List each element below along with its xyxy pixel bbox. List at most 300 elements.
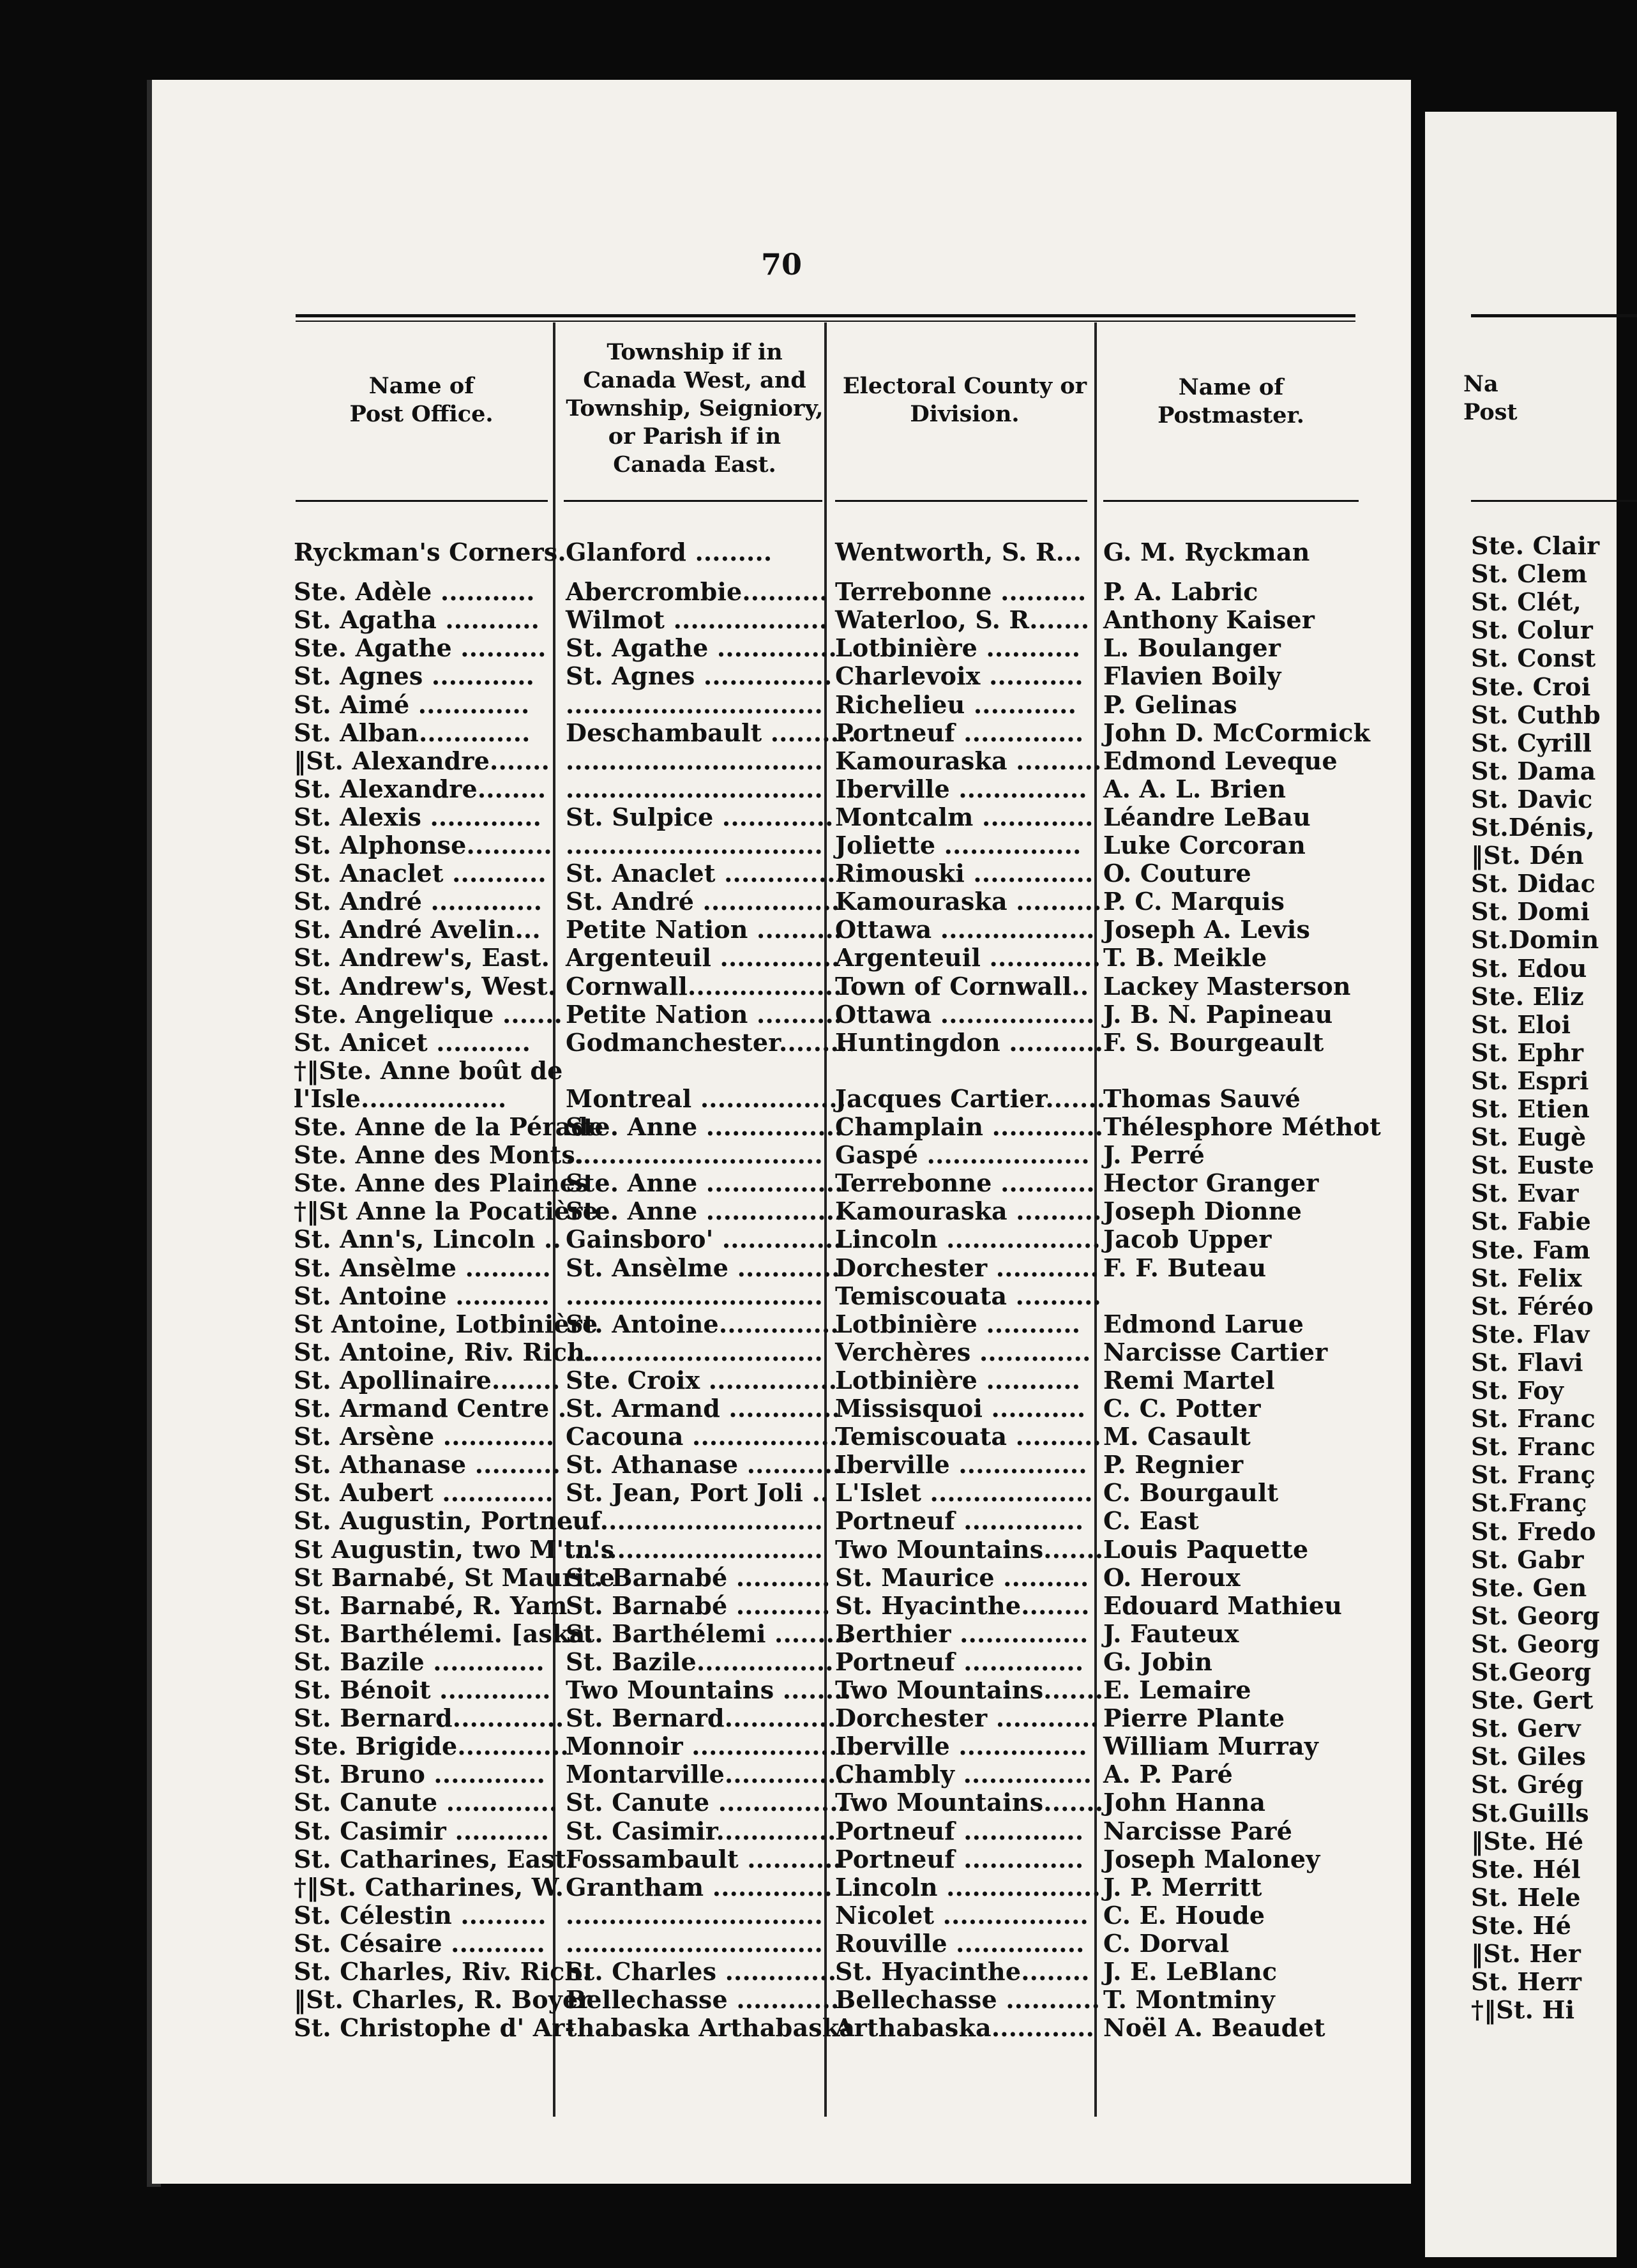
township-cell: .............................. bbox=[566, 831, 823, 859]
township-cell: St. Barnabé ........... bbox=[566, 1591, 831, 1620]
township-cell: St. Athanase ........... bbox=[566, 1450, 841, 1479]
facing-row: St.Dénis, bbox=[1471, 813, 1595, 842]
post-office-cell: St. Célestin .......... bbox=[294, 1900, 547, 1930]
township-cell: St. Barthélemi ......... bbox=[566, 1619, 852, 1648]
postmaster-cell: Anthony Kaiser bbox=[1103, 605, 1315, 635]
table-row bbox=[152, 1001, 1411, 1029]
county-cell: Iberville ............... bbox=[835, 1450, 1087, 1479]
facing-row: St. Franc bbox=[1471, 1432, 1596, 1462]
township-cell: .............................. bbox=[566, 1900, 823, 1930]
table-row bbox=[152, 1282, 1411, 1310]
postmaster-cell: Léandre LeBau bbox=[1103, 802, 1311, 831]
township-cell: .............................. bbox=[566, 774, 823, 803]
facing-page bbox=[1425, 112, 1617, 2257]
post-office-cell: St. Arsène ............. bbox=[294, 1422, 555, 1451]
township-cell: .............................. bbox=[566, 1281, 823, 1310]
table-row bbox=[152, 1760, 1411, 1788]
table-row bbox=[152, 1141, 1411, 1169]
facing-row: St. Franç bbox=[1471, 1460, 1596, 1490]
township-cell: St. Agnes ............... bbox=[566, 662, 833, 691]
table-row bbox=[152, 1845, 1411, 1873]
township-cell: St. Casimir.............. bbox=[566, 1816, 836, 1845]
postmaster-cell: T. B. Meikle bbox=[1103, 943, 1267, 972]
facing-row: St. Flavi bbox=[1471, 1347, 1583, 1377]
post-office-cell: St. Anaclet ........... bbox=[294, 859, 547, 888]
facing-row: St. Georg bbox=[1471, 1629, 1600, 1658]
facing-row: St. Evar bbox=[1471, 1179, 1579, 1208]
facing-row: St. Clét, bbox=[1471, 587, 1581, 617]
postmaster-cell: E. Lemaire bbox=[1103, 1675, 1251, 1704]
county-cell: Two Mountains....... bbox=[835, 1675, 1104, 1704]
postmaster-cell: A. P. Paré bbox=[1103, 1760, 1233, 1789]
post-office-cell: St. Barnabé, R. Yam bbox=[294, 1591, 568, 1620]
post-office-cell: St. Charles, Riv. Rich. bbox=[294, 1957, 591, 1986]
township-cell: .............................. bbox=[566, 1928, 823, 1958]
table-row bbox=[152, 775, 1411, 803]
county-cell: Two Mountains....... bbox=[835, 1788, 1104, 1817]
facing-row: St. Fabie bbox=[1471, 1207, 1591, 1236]
directory-page bbox=[152, 80, 1411, 2184]
post-office-cell: St. Athanase .......... bbox=[294, 1450, 561, 1479]
table-row bbox=[152, 1958, 1411, 1986]
header-top-rule bbox=[296, 314, 1355, 317]
township-cell: thabaska Arthabaska bbox=[566, 2013, 856, 2043]
facing-row: St. Euste bbox=[1471, 1151, 1594, 1180]
table-row bbox=[152, 1197, 1411, 1225]
header-bottom-rule-2 bbox=[564, 500, 822, 502]
table-row bbox=[152, 1564, 1411, 1592]
post-office-cell: St. Augustin, Portneuf bbox=[294, 1506, 601, 1536]
facing-row: Ste. Gert bbox=[1471, 1686, 1594, 1715]
table-row bbox=[152, 803, 1411, 831]
facing-row: St. Colur bbox=[1471, 616, 1593, 645]
facing-row: ‖St. Dén bbox=[1471, 841, 1584, 870]
county-cell: Richelieu ............ bbox=[835, 690, 1077, 719]
postmaster-cell: Noël A. Beaudet bbox=[1103, 2013, 1325, 2043]
post-office-cell: Ste. Adèle ........... bbox=[294, 577, 535, 607]
county-cell: Jacques Cartier........ bbox=[835, 1084, 1114, 1113]
county-cell: Portneuf .............. bbox=[835, 1816, 1084, 1845]
facing-row: St. Etien bbox=[1471, 1094, 1590, 1123]
county-cell: Missisquoi ........... bbox=[835, 1394, 1086, 1423]
table-row bbox=[152, 1423, 1411, 1451]
facing-row: ‖St. Her bbox=[1471, 1939, 1581, 1968]
post-office-cell: St. André ............. bbox=[294, 887, 543, 916]
table-row bbox=[152, 1873, 1411, 1901]
post-office-cell: St. Agatha ........... bbox=[294, 605, 540, 635]
facing-row: St. Giles bbox=[1471, 1742, 1587, 1771]
facing-row: St. Georg bbox=[1471, 1601, 1600, 1630]
county-cell: Portneuf .............. bbox=[835, 1844, 1084, 1873]
post-office-cell: St. Anicet ........... bbox=[294, 1027, 531, 1057]
table-row bbox=[152, 916, 1411, 944]
facing-row: Ste. Gen bbox=[1471, 1573, 1587, 1602]
postmaster-cell: C. C. Potter bbox=[1103, 1394, 1261, 1423]
township-cell: Fossambault ........... bbox=[566, 1844, 842, 1873]
township-cell: Godmanchester......... bbox=[566, 1027, 856, 1057]
postmaster-cell: C. Dorval bbox=[1103, 1928, 1230, 1958]
post-office-cell: St. Bruno ............. bbox=[294, 1760, 546, 1789]
table-row bbox=[152, 747, 1411, 775]
township-cell: Cacouna .................. bbox=[566, 1422, 847, 1451]
township-cell: Glanford ......... bbox=[566, 538, 773, 566]
postmaster-cell: John Hanna bbox=[1103, 1788, 1266, 1817]
postmaster-cell: Hector Granger bbox=[1103, 1168, 1319, 1198]
county-cell: Arthabaska............ bbox=[835, 2013, 1094, 2043]
post-office-cell: St. Antoine ........... bbox=[294, 1281, 550, 1310]
county-cell: Huntingdon ........... bbox=[835, 1027, 1104, 1057]
township-cell: Petite Nation .......... bbox=[566, 999, 843, 1029]
county-cell: Verchères ............. bbox=[835, 1337, 1091, 1366]
post-office-cell: Ste. Anne des Plaines bbox=[294, 1168, 589, 1198]
postmaster-cell: Flavien Boily bbox=[1103, 662, 1281, 691]
township-cell: St. André ................ bbox=[566, 887, 840, 916]
township-cell: .............................. bbox=[566, 1337, 823, 1366]
table-row bbox=[152, 888, 1411, 916]
township-cell: Bellechasse ............ bbox=[566, 1985, 840, 2015]
post-office-cell: Ryckman's Corners. bbox=[294, 538, 566, 566]
header-township: Township if in Canada West, and Township, Seigniory, or Parish if in Canada East. bbox=[566, 339, 824, 478]
postmaster-cell: Pierre Plante bbox=[1103, 1704, 1285, 1733]
table-row bbox=[152, 1732, 1411, 1760]
township-cell: St. Charles ............. bbox=[566, 1957, 837, 1986]
township-cell: .............................. bbox=[566, 1506, 823, 1536]
postmaster-cell: P. C. Marquis bbox=[1103, 887, 1285, 916]
post-office-cell: St. Antoine, Riv. Rich. bbox=[294, 1337, 594, 1366]
county-cell: Portneuf .............. bbox=[835, 1506, 1084, 1536]
table-row bbox=[152, 1029, 1411, 1057]
postmaster-cell: Edmond Leveque bbox=[1103, 746, 1338, 775]
county-cell: Waterloo, S. R....... bbox=[835, 605, 1090, 635]
postmaster-cell: G. Jobin bbox=[1103, 1647, 1213, 1676]
county-cell: Rouville ............... bbox=[835, 1928, 1085, 1958]
header-top-rule-thin bbox=[296, 321, 1355, 322]
table-row bbox=[152, 944, 1411, 972]
township-cell: St. Canute ............... bbox=[566, 1788, 847, 1817]
county-cell: Rimouski .............. bbox=[835, 859, 1094, 888]
facing-row: St. Foy bbox=[1471, 1376, 1564, 1405]
township-cell: St. Bazile................ bbox=[566, 1647, 834, 1676]
postmaster-cell: L. Boulanger bbox=[1103, 633, 1281, 663]
township-cell: .............................. bbox=[566, 746, 823, 775]
county-cell: Ottawa .................. bbox=[835, 999, 1095, 1029]
postmaster-cell: Joseph Maloney bbox=[1103, 1844, 1320, 1873]
township-cell: Montarville............... bbox=[566, 1760, 854, 1789]
county-cell: Temiscouata .......... bbox=[835, 1422, 1101, 1451]
facing-row: St. Ephr bbox=[1471, 1038, 1584, 1067]
township-cell: Cornwall.................. bbox=[566, 971, 842, 1001]
postmaster-cell: Edouard Mathieu bbox=[1103, 1591, 1343, 1620]
township-cell: St. Anaclet .............. bbox=[566, 859, 845, 888]
table-row bbox=[152, 1901, 1411, 1930]
postmaster-cell: Thomas Sauvé bbox=[1103, 1084, 1301, 1113]
township-cell: St. Agathe .............. bbox=[566, 633, 837, 663]
county-cell: St. Hyacinthe........ bbox=[835, 1591, 1090, 1620]
facing-row: Ste. Croi bbox=[1471, 672, 1591, 701]
postmaster-cell: F. F. Buteau bbox=[1103, 1253, 1267, 1282]
county-cell: Wentworth, S. R... bbox=[835, 538, 1082, 566]
facing-row: St. Dama bbox=[1471, 756, 1596, 785]
post-office-cell: Ste. Agathe .......... bbox=[294, 633, 547, 663]
post-office-cell: St. Alban............. bbox=[294, 718, 531, 747]
table-row bbox=[152, 1254, 1411, 1282]
post-office-cell: St. Casimir ........... bbox=[294, 1816, 550, 1845]
facing-row: St. Espri bbox=[1471, 1066, 1589, 1095]
county-cell: St. Maurice .......... bbox=[835, 1562, 1089, 1592]
township-cell: St. Jean, Port Joli .. bbox=[566, 1478, 829, 1508]
post-office-cell: †‖St Anne la Pocatière bbox=[294, 1197, 598, 1226]
table-row bbox=[152, 634, 1411, 662]
facing-row: St. Didac bbox=[1471, 869, 1596, 898]
table-row bbox=[152, 1930, 1411, 1958]
facing-header-bottom-rule bbox=[1471, 500, 1637, 502]
table-row bbox=[152, 691, 1411, 719]
county-cell: Lotbinière ........... bbox=[835, 1365, 1081, 1395]
post-office-cell: ‖St. Charles, R. Boyer bbox=[294, 1985, 591, 2015]
facing-row: Ste. Fam bbox=[1471, 1235, 1590, 1264]
township-cell: St. Armand ............. bbox=[566, 1394, 840, 1423]
township-cell: St. Ansèlme ............ bbox=[566, 1253, 840, 1282]
table-row bbox=[152, 1536, 1411, 1564]
table-row bbox=[152, 1113, 1411, 1141]
postmaster-cell: William Murray bbox=[1103, 1732, 1319, 1761]
facing-row: St. Féréo bbox=[1471, 1291, 1594, 1320]
table-row bbox=[152, 1788, 1411, 1817]
postmaster-cell: A. A. L. Brien bbox=[1103, 774, 1286, 803]
facing-row: Ste. Hél bbox=[1471, 1854, 1581, 1884]
facing-row: †‖St. Hi bbox=[1471, 1995, 1575, 2025]
county-cell: Montcalm ............. bbox=[835, 802, 1094, 831]
facing-row: St. Davic bbox=[1471, 784, 1593, 813]
header-postmaster: Name of Postmaster. bbox=[1158, 374, 1304, 428]
facing-row: St. Edou bbox=[1471, 953, 1587, 983]
county-cell: Iberville ............... bbox=[835, 1732, 1087, 1761]
table-row bbox=[152, 1986, 1411, 2014]
postmaster-cell: Jacob Upper bbox=[1103, 1225, 1272, 1254]
post-office-cell: St. Apollinaire........ bbox=[294, 1365, 561, 1395]
post-office-cell: ‖St. Alexandre....... bbox=[294, 746, 550, 775]
post-office-cell: St Barnabé, St Maurice bbox=[294, 1562, 615, 1592]
county-cell: Portneuf .............. bbox=[835, 718, 1084, 747]
table-row bbox=[152, 1225, 1411, 1253]
township-cell: .............................. bbox=[566, 690, 823, 719]
township-cell: Gainsboro' .............. bbox=[566, 1225, 842, 1254]
county-cell: Portneuf .............. bbox=[835, 1647, 1084, 1676]
post-office-cell: St. Aubert ............. bbox=[294, 1478, 554, 1508]
post-office-cell: †‖St. Catharines, W. bbox=[294, 1872, 564, 1901]
postmaster-cell: G. M. Ryckman bbox=[1103, 538, 1310, 566]
county-cell: Champlain ............. bbox=[835, 1112, 1104, 1141]
postmaster-cell: John D. McCormick bbox=[1103, 718, 1371, 747]
post-office-cell: St. André Avelin... bbox=[294, 915, 541, 944]
county-cell: Lotbinière ........... bbox=[835, 633, 1081, 663]
page-number: 70 bbox=[760, 247, 802, 282]
post-office-cell: St. Alphonse.......... bbox=[294, 831, 552, 859]
township-cell: Ste. Anne ................ bbox=[566, 1168, 843, 1198]
post-office-cell: St. Ansèlme .......... bbox=[294, 1253, 551, 1282]
table-row bbox=[152, 1451, 1411, 1479]
table-row bbox=[152, 1648, 1411, 1676]
county-cell: Temiscouata .......... bbox=[835, 1281, 1101, 1310]
post-office-cell: St. Bénoit ............. bbox=[294, 1675, 551, 1704]
county-cell: Berthier ............... bbox=[835, 1619, 1089, 1648]
post-office-cell: St. Bernard............. bbox=[294, 1704, 564, 1733]
township-cell: .............................. bbox=[566, 1140, 823, 1170]
table-row bbox=[152, 1676, 1411, 1704]
township-cell: Wilmot .................. bbox=[566, 605, 828, 635]
county-cell: Bellechasse ........... bbox=[835, 1985, 1101, 2015]
county-cell: Dorchester ............ bbox=[835, 1704, 1099, 1733]
facing-row: St.Domin bbox=[1471, 925, 1599, 955]
facing-header: Na Post bbox=[1463, 371, 1518, 425]
postmaster-cell: Joseph A. Levis bbox=[1103, 915, 1311, 944]
postmaster-cell: C. Bourgault bbox=[1103, 1478, 1279, 1508]
postmaster-cell: J. Perré bbox=[1103, 1140, 1205, 1170]
county-cell: Gaspé ................... bbox=[835, 1140, 1090, 1170]
county-cell: L'Islet ................... bbox=[835, 1478, 1093, 1508]
township-cell: Deschambault .......... bbox=[566, 718, 857, 747]
township-cell: St. Bernard.............. bbox=[566, 1704, 845, 1733]
postmaster-cell: C. East bbox=[1103, 1506, 1199, 1536]
facing-row: St. Eloi bbox=[1471, 1009, 1571, 1039]
facing-row: St. Gerv bbox=[1471, 1714, 1581, 1743]
post-office-cell: St. Armand Centre . bbox=[294, 1394, 567, 1423]
facing-row: St. Cyrill bbox=[1471, 728, 1592, 757]
header-bottom-rule-4 bbox=[1103, 500, 1359, 502]
post-office-cell: St. Ann's, Lincoln .. bbox=[294, 1225, 561, 1254]
table-row bbox=[152, 578, 1411, 606]
table-row bbox=[152, 831, 1411, 859]
facing-row: Ste. Flav bbox=[1471, 1319, 1590, 1349]
township-cell: Ste. Anne ................ bbox=[566, 1197, 843, 1226]
facing-row: St. Franc bbox=[1471, 1404, 1596, 1433]
township-cell: St. Sulpice ............. bbox=[566, 802, 834, 831]
township-cell: Montreal .................. bbox=[566, 1084, 855, 1113]
postmaster-cell: O. Couture bbox=[1103, 859, 1251, 888]
facing-row: Ste. Eliz bbox=[1471, 981, 1584, 1011]
county-cell: Argenteuil ............. bbox=[835, 943, 1101, 972]
post-office-cell: St. Andrew's, West. bbox=[294, 971, 557, 1001]
facing-row: St. Grég bbox=[1471, 1770, 1584, 1799]
facing-row: St. Felix bbox=[1471, 1263, 1582, 1292]
facing-row: St. Const bbox=[1471, 644, 1596, 673]
postmaster-cell: Narcisse Cartier bbox=[1103, 1337, 1328, 1366]
county-cell: Terrebonne .......... bbox=[835, 577, 1087, 607]
township-cell: Petite Nation .......... bbox=[566, 915, 843, 944]
table-row bbox=[152, 1507, 1411, 1535]
county-cell: Lincoln .................. bbox=[835, 1872, 1101, 1901]
county-cell: Terrebonne ........... bbox=[835, 1168, 1095, 1198]
county-cell: Nicolet ................. bbox=[835, 1900, 1089, 1930]
county-cell: Town of Cornwall.. bbox=[835, 971, 1089, 1001]
postmaster-cell: Lackey Masterson bbox=[1103, 971, 1351, 1001]
table-row bbox=[152, 719, 1411, 747]
table-row bbox=[152, 2014, 1411, 2042]
county-cell: Ottawa .................. bbox=[835, 915, 1095, 944]
header-post-office: Name of Post Office. bbox=[349, 373, 494, 427]
county-cell: Iberville ............... bbox=[835, 774, 1087, 803]
facing-row: St. Fredo bbox=[1471, 1516, 1596, 1546]
post-office-cell: St. Bazile ............. bbox=[294, 1647, 545, 1676]
township-cell: Ste. Croix ............... bbox=[566, 1365, 838, 1395]
post-office-cell: St. Aimé ............. bbox=[294, 690, 530, 719]
postmaster-cell: T. Montminy bbox=[1103, 1985, 1275, 2015]
table-row bbox=[152, 972, 1411, 1001]
post-office-cell: St. Catharines, East. bbox=[294, 1844, 575, 1873]
table-row bbox=[152, 1057, 1411, 1085]
post-office-cell: Ste. Anne de la Pérade bbox=[294, 1112, 604, 1141]
township-cell: Grantham .............. bbox=[566, 1872, 833, 1901]
postmaster-cell: Remi Martel bbox=[1103, 1365, 1275, 1395]
post-office-cell: St. Agnes ............ bbox=[294, 662, 535, 691]
facing-row: St.Franç bbox=[1471, 1488, 1587, 1518]
post-office-cell: St Antoine, Lotbinière bbox=[294, 1309, 598, 1338]
facing-row: Ste. Clair bbox=[1471, 531, 1600, 560]
post-office-cell: l'Isle................. bbox=[294, 1084, 507, 1113]
post-office-cell: St. Canute ............. bbox=[294, 1788, 558, 1817]
township-cell: Ste. Anne ................ bbox=[566, 1112, 843, 1141]
table-row bbox=[152, 538, 1411, 566]
township-cell: Argenteuil .............. bbox=[566, 943, 840, 972]
post-office-cell: St. Alexis ............. bbox=[294, 802, 542, 831]
postmaster-cell: Louis Paquette bbox=[1103, 1534, 1309, 1564]
table-row bbox=[152, 1395, 1411, 1423]
table-row bbox=[152, 1366, 1411, 1395]
postmaster-cell: Luke Corcoran bbox=[1103, 831, 1306, 859]
table-row bbox=[152, 1592, 1411, 1620]
facing-header-rule bbox=[1471, 314, 1637, 317]
postmaster-cell: Narcisse Paré bbox=[1103, 1816, 1293, 1845]
table-row bbox=[152, 1620, 1411, 1648]
header-bottom-rule-3 bbox=[835, 500, 1087, 502]
county-cell: Charlevoix ........... bbox=[835, 662, 1083, 691]
county-cell: Dorchester ............ bbox=[835, 1253, 1099, 1282]
postmaster-cell: J. Fauteux bbox=[1103, 1619, 1239, 1648]
postmaster-cell: J. P. Merritt bbox=[1103, 1872, 1262, 1901]
post-office-cell: †‖Ste. Anne boût de bbox=[294, 1055, 563, 1085]
table-row bbox=[152, 1704, 1411, 1732]
facing-row: ‖Ste. Hé bbox=[1471, 1826, 1584, 1856]
county-cell: Lotbinière ........... bbox=[835, 1309, 1081, 1338]
county-cell: Two Mountains....... bbox=[835, 1534, 1104, 1564]
county-cell: Kamouraska .......... bbox=[835, 887, 1102, 916]
post-office-cell: St. Césaire ........... bbox=[294, 1928, 545, 1958]
county-cell: St. Hyacinthe........ bbox=[835, 1957, 1090, 1986]
facing-row: St. Cuthb bbox=[1471, 700, 1601, 729]
table-row bbox=[152, 1310, 1411, 1338]
facing-row: St. Domi bbox=[1471, 897, 1590, 926]
postmaster-cell: C. E. Houde bbox=[1103, 1900, 1265, 1930]
facing-row: St.Georg bbox=[1471, 1658, 1592, 1686]
table-row bbox=[152, 662, 1411, 690]
post-office-cell: St. Alexandre........ bbox=[294, 774, 547, 803]
postmaster-cell: J. B. N. Papineau bbox=[1103, 999, 1333, 1029]
county-cell: Kamouraska .......... bbox=[835, 1197, 1102, 1226]
facing-row: St. Clem bbox=[1471, 559, 1588, 589]
header-bottom-rule-1 bbox=[296, 500, 548, 502]
postmaster-cell: Edmond Larue bbox=[1103, 1309, 1304, 1338]
post-office-cell: St. Christophe d' Ar- bbox=[294, 2013, 575, 2043]
county-cell: Lincoln .................. bbox=[835, 1225, 1101, 1254]
township-cell: Monnoir .................. bbox=[566, 1732, 847, 1761]
post-office-cell: Ste. Brigide............. bbox=[294, 1732, 569, 1761]
postmaster-cell: M. Casault bbox=[1103, 1422, 1251, 1451]
header-electoral-county: Electoral County or Division. bbox=[842, 373, 1087, 427]
table-row bbox=[152, 1479, 1411, 1507]
facing-row: St. Eugè bbox=[1471, 1123, 1587, 1152]
postmaster-cell: P. A. Labric bbox=[1103, 577, 1258, 607]
postmaster-cell: P. Gelinas bbox=[1103, 690, 1237, 719]
